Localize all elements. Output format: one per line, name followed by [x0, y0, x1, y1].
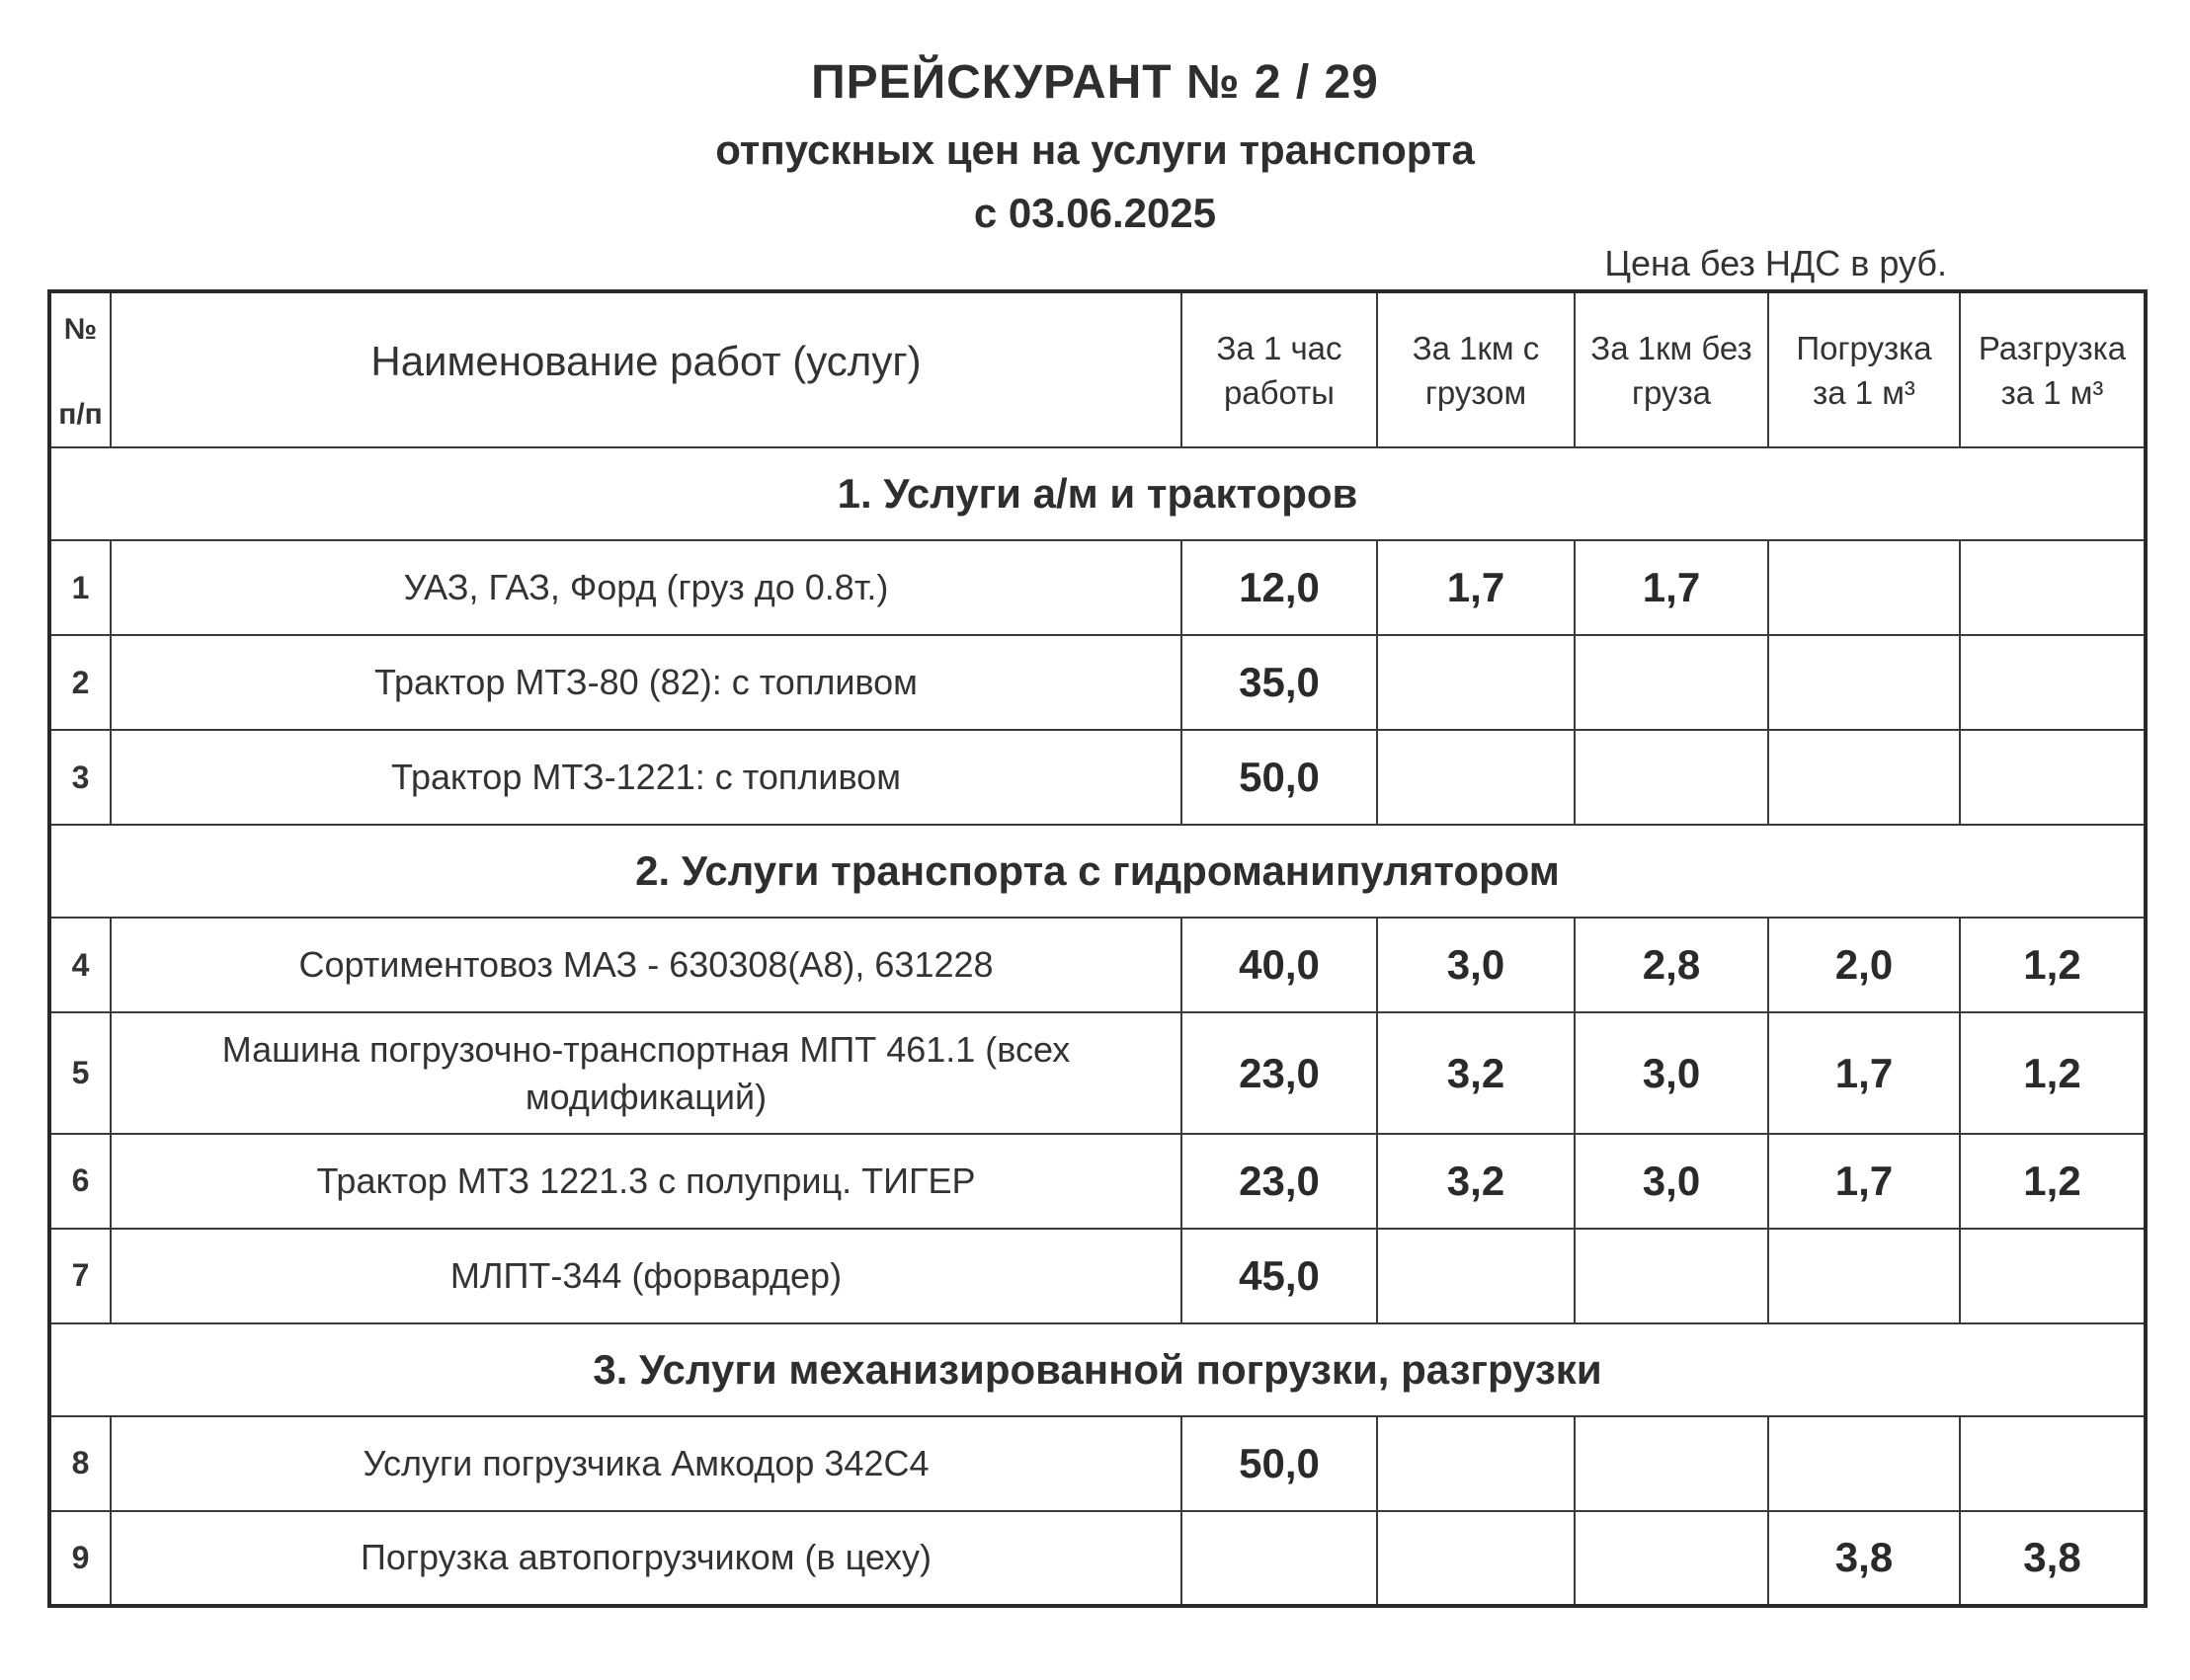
price-loading: 1,7	[1768, 1012, 1960, 1133]
col-header-number	[49, 291, 111, 447]
service-name: Погрузка автопогрузчиком (в цеху)	[111, 1511, 1181, 1606]
document-title: ПРЕЙСКУРАНТ № 2 / 29	[811, 56, 1379, 109]
row-number: 1	[49, 540, 111, 635]
table-row	[49, 1511, 2146, 1606]
price-loading: 1,7	[1768, 1134, 1960, 1229]
price-per-km-empty	[1575, 1511, 1768, 1606]
price-per-hour: 50,0	[1181, 730, 1377, 825]
price-unloading	[1960, 635, 2146, 730]
price-per-km-empty: 2,8	[1575, 918, 1768, 1012]
price-loading	[1768, 1229, 1960, 1323]
price-per-km-loaded: 3,0	[1377, 918, 1575, 1012]
price-per-km-loaded	[1377, 1511, 1575, 1606]
price-unloading	[1960, 730, 2146, 825]
price-unloading	[1960, 1416, 2146, 1511]
price-per-km-empty: 3,0	[1575, 1012, 1768, 1133]
service-name: Сортиментовоз МАЗ - 630308(А8), 631228	[111, 918, 1181, 1012]
price-per-km-loaded: 3,2	[1377, 1012, 1575, 1133]
table-header-row	[49, 291, 2146, 447]
price-loading: 2,0	[1768, 918, 1960, 1012]
price-per-hour: 12,0	[1181, 540, 1377, 635]
table-body	[49, 447, 2146, 1606]
row-number: 4	[49, 918, 111, 1012]
price-per-hour: 35,0	[1181, 635, 1377, 730]
price-loading	[1768, 1416, 1960, 1511]
table-row	[49, 1134, 2146, 1229]
table-row	[49, 730, 2146, 825]
price-unloading: 3,8	[1960, 1511, 2146, 1606]
price-loading	[1768, 730, 1960, 825]
col-header-number-bottom: п/п	[58, 398, 103, 432]
col-header-name: Наименование работ (услуг)	[111, 291, 1181, 447]
service-name: Трактор МТЗ 1221.3 с полуприц. ТИГЕР	[111, 1134, 1181, 1229]
price-per-hour: 45,0	[1181, 1229, 1377, 1323]
effective-date: с 03.06.2025	[973, 190, 1217, 236]
price-per-km-loaded	[1377, 730, 1575, 825]
price-per-km-empty: 1,7	[1575, 540, 1768, 635]
col-header-loading: Погрузка за 1 м³	[1768, 291, 1960, 447]
price-per-km-loaded	[1377, 635, 1575, 730]
table-row	[49, 1229, 2146, 1323]
col-header-per-km-loaded: За 1км с грузом	[1377, 291, 1575, 447]
service-name: Трактор МТЗ-1221: с топливом	[111, 730, 1181, 825]
price-unloading: 1,2	[1960, 1012, 2146, 1133]
document-subtitle: отпускных цен на услуги транспорта	[715, 126, 1475, 173]
service-name: Трактор МТЗ-80 (82): с топливом	[111, 635, 1181, 730]
service-name: Машина погрузочно-транспортная МПТ 461.1 (всех модификаций)	[111, 1012, 1181, 1133]
table-row	[49, 540, 2146, 635]
price-per-km-empty: 3,0	[1575, 1134, 1768, 1229]
price-loading	[1768, 635, 1960, 730]
price-table	[47, 289, 2148, 1608]
table-row	[49, 635, 2146, 730]
price-loading: 3,8	[1768, 1511, 1960, 1606]
price-unloading	[1960, 540, 2146, 635]
section-title: 3. Услуги механизированной погрузки, разгрузки	[49, 1323, 2146, 1416]
row-number: 5	[49, 1012, 111, 1133]
row-number: 3	[49, 730, 111, 825]
price-unloading	[1960, 1229, 2146, 1323]
col-header-per-hour: За 1 час работы	[1181, 291, 1377, 447]
table-row	[49, 1012, 2146, 1133]
price-per-km-loaded: 3,2	[1377, 1134, 1575, 1229]
section-title: 2. Услуги транспорта с гидроманипулятором	[49, 825, 2146, 918]
col-header-per-km-empty: За 1км без груза	[1575, 291, 1768, 447]
price-per-km-empty	[1575, 1416, 1768, 1511]
row-number: 7	[49, 1229, 111, 1323]
price-per-hour: 23,0	[1181, 1012, 1377, 1133]
row-number: 9	[49, 1511, 111, 1606]
section-header-row	[49, 825, 2146, 918]
price-loading	[1768, 540, 1960, 635]
section-header-row	[49, 447, 2146, 540]
price-per-km-empty	[1575, 1229, 1768, 1323]
row-number: 8	[49, 1416, 111, 1511]
section-title: 1. Услуги а/м и тракторов	[49, 447, 2146, 540]
row-number: 6	[49, 1134, 111, 1229]
price-per-hour: 23,0	[1181, 1134, 1377, 1229]
service-name: МЛПТ-344 (форвардер)	[111, 1229, 1181, 1323]
price-per-km-loaded	[1377, 1416, 1575, 1511]
price-unloading: 1,2	[1960, 918, 2146, 1012]
price-per-km-empty	[1575, 635, 1768, 730]
price-per-hour	[1181, 1511, 1377, 1606]
price-per-km-loaded: 1,7	[1377, 540, 1575, 635]
service-name: Услуги погрузчика Амкодор 342С4	[111, 1416, 1181, 1511]
row-number: 2	[49, 635, 111, 730]
price-per-hour: 40,0	[1181, 918, 1377, 1012]
table-row	[49, 918, 2146, 1012]
price-per-km-empty	[1575, 730, 1768, 825]
price-note: Цена без НДС в руб.	[1604, 243, 1947, 283]
price-unloading: 1,2	[1960, 1134, 2146, 1229]
price-per-km-loaded	[1377, 1229, 1575, 1323]
section-header-row	[49, 1323, 2146, 1416]
service-name: УАЗ, ГАЗ, Форд (груз до 0.8т.)	[111, 540, 1181, 635]
col-header-unloading: Разгрузка за 1 м³	[1960, 291, 2146, 447]
table-row	[49, 1416, 2146, 1511]
col-header-number-top: №	[63, 313, 98, 346]
price-per-hour: 50,0	[1181, 1416, 1377, 1511]
